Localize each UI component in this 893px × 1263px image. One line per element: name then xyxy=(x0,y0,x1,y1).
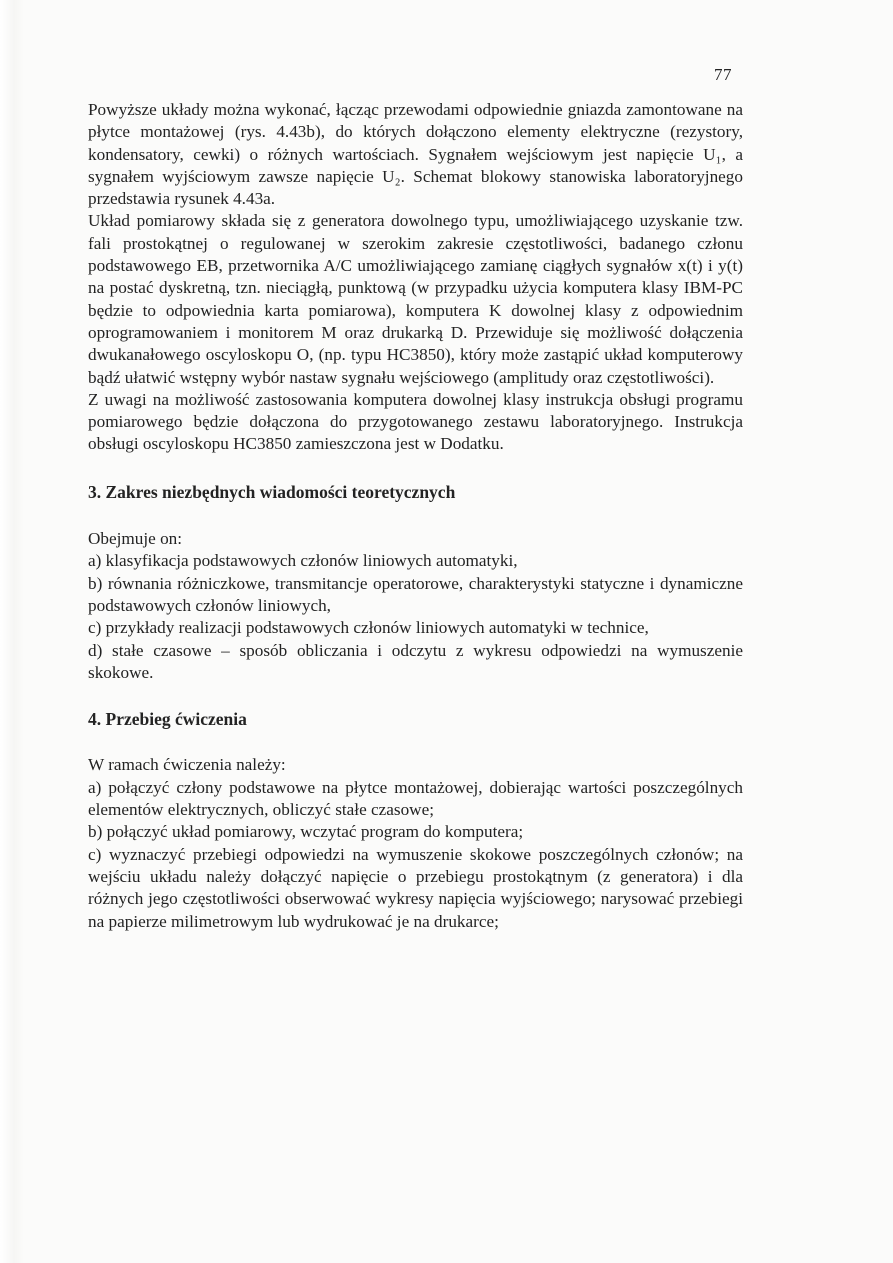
spacer xyxy=(88,503,743,528)
section-4-item-c: c) wyznaczyć przebiegi odpowiedzi na wymuszenie skokowe poszczególnych członów; na wejściu układu należy dołączyć napięcie o przebiegu prostokątnym (z generatora) i dla różnych jego częstotliwości obserwować wykresy napięcia wyjściowego; narysować przebiegi na papierze milimetrowym lub wydrukować je na drukarce; xyxy=(88,844,743,931)
section-heading-3: 3. Zakres niezbędnych wiadomości teoretycznych xyxy=(88,481,456,502)
spacer xyxy=(88,456,743,481)
scan-edge-shadow xyxy=(0,0,24,1263)
section-3-item-d: d) stałe czasowe – sposób obliczania i odczytu z wykresu odpowiedzi na wymuszenie skokowe. xyxy=(88,640,743,682)
paragraph-intro-2: Układ pomiarowy składa się z generatora dowolnego typu, umożliwiającego uzyskanie tzw. fali prostokątnej o regulowanej w szerokim zakresie częstotliwości, badanego członu podstawowego EB, przetwornika A/C umożliwiającego zamianę ciągłych sygnałów x(t) i y(t) na postać dyskretną, tzn. nieciągłą, punktową (w przypadku użycia komputera klasy IBM-PC będzie to odpowiednia karta pomiarowa), komputera K dowolnej klasy z odpowiednim oprogramowaniem i monitorem M oraz drukarką D. Przewiduje się możliwość dołączenia dwukanałowego oscyloskopu O, (np. typu HC3850), który może zastąpić układ komputerowy bądź ułatwić wstępny wybór nastaw sygnału wejściowego (amplitudy oraz częstotliwości). xyxy=(88,211,743,387)
section-4-lead: W ramach ćwiczenia należy: xyxy=(88,755,286,775)
section-3-lead: Obejmuje on: xyxy=(88,529,183,549)
spacer xyxy=(88,730,743,754)
section-4-item-b: b) połączyć układ pomiarowy, wczytać program do komputera; xyxy=(88,822,524,842)
page-body xyxy=(88,99,743,933)
section-heading-4: 4. Przebieg ćwiczenia xyxy=(88,709,247,730)
paragraph-intro-3: Z uwagi na możliwość zastosowania komputera dowolnej klasy instrukcja obsługi programu pomiarowego będzie dołączona do przygotowanego zestawu laboratoryjnego. Instrukcja obsługi oscyloskopu HC3850 zamieszczona jest w Dodatku. xyxy=(88,389,743,454)
page-number: 77 xyxy=(714,65,732,84)
paragraph-intro-1: Powyższe układy można wykonać, łącząc przewodami odpowiednie gniazda zamontowane na płytce montażowej (rys. 4.43b), do których dołączono elementy elektryczne (rezystory, kondensatory, cewki) o różnych wartościach. Sygnałem wejściowym jest napięcie U₁, a sygnałem wyjściowym zawsze napięcie U₂. Schemat blokowy stanowiska laboratoryjnego przedstawia rysunek 4.43a. xyxy=(88,100,743,209)
section-3-item-a: a) klasyfikacja podstawowych członów liniowych automatyki, xyxy=(88,551,518,571)
section-3-item-c: c) przykłady realizacji podstawowych członów liniowych automatyki w technice, xyxy=(88,618,649,638)
spacer xyxy=(88,684,743,708)
section-4-item-a: a) połączyć człony podstawowe na płytce montażowej, dobierając wartości poszczególnych elementów elektrycznych, obliczyć stałe czasowe; xyxy=(88,777,743,820)
section-3-item-b: b) równania różniczkowe, transmitancje operatorowe, charakterystyki statyczne i dynamiczne podstawowych członów liniowych, xyxy=(88,573,743,615)
